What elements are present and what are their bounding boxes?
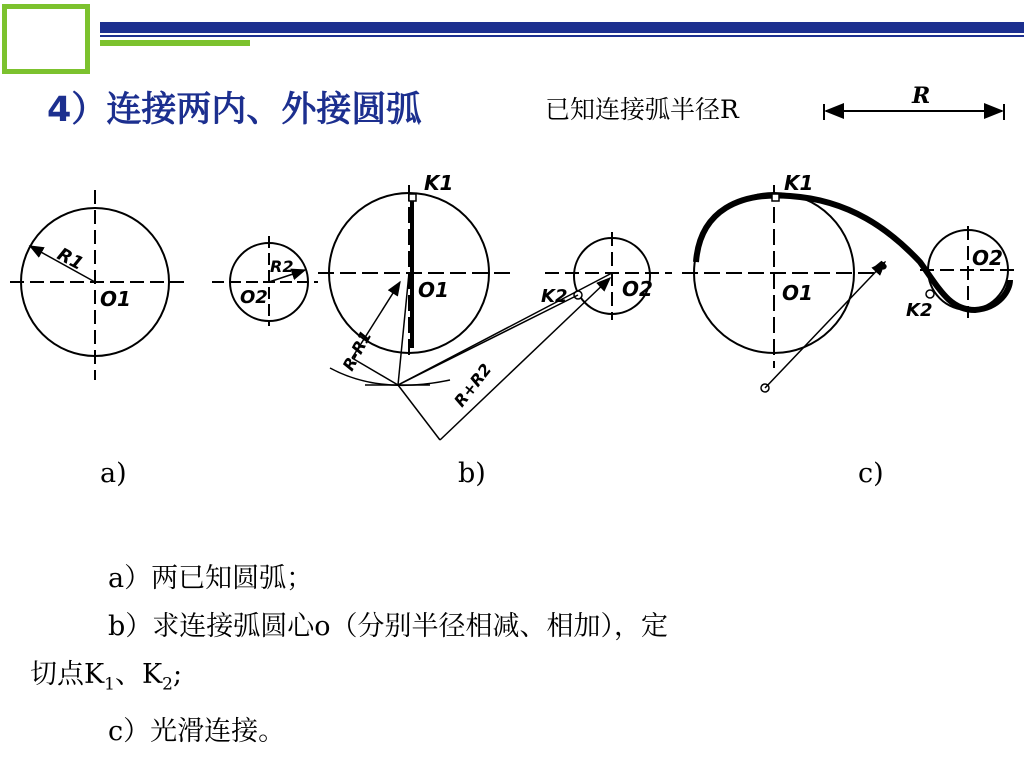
label-o2-b: O2	[622, 277, 653, 301]
step-b: b）求连接弧圆心o（分别半径相减、相加），定	[108, 611, 669, 642]
caption-a: a)	[100, 458, 127, 489]
r-dimension-label: R	[912, 83, 931, 109]
label-k2-c: K2	[906, 300, 933, 321]
tangent-point-text: 切点K	[30, 659, 105, 690]
label-r1: R1	[53, 243, 87, 275]
tangent-point-k2: 、K	[115, 659, 163, 690]
label-k1-b: K1	[424, 171, 454, 195]
label-o2-a: O2	[240, 287, 268, 308]
step-c: c）光滑连接。	[108, 716, 286, 748]
r-dimension-line	[824, 104, 1004, 120]
label-k2-b: K2	[541, 286, 568, 307]
step-b-continued	[30, 651, 960, 708]
given-radius-text: 已知连接弧半径R	[545, 95, 739, 124]
figure-a	[10, 190, 318, 380]
label-o2-c: O2	[972, 246, 1003, 270]
label-o1-c: O1	[782, 281, 813, 305]
semicolon: ;	[173, 659, 183, 690]
label-o1-a: O1	[100, 287, 131, 311]
step-list	[30, 555, 960, 756]
subscript-2: 2	[162, 674, 173, 695]
label-o1-b: O1	[418, 278, 449, 302]
label-r-plus-r2: R+R2	[450, 360, 496, 411]
caption-b: b)	[458, 458, 486, 489]
label-r-c: R	[869, 256, 892, 279]
caption-c: c)	[858, 458, 884, 489]
figure-c	[682, 185, 1020, 392]
slide-title: 4）连接两内、外接圆弧	[47, 90, 422, 130]
figure-b	[318, 185, 672, 440]
label-k1-c: K1	[784, 171, 814, 195]
label-r2: R2	[270, 257, 294, 276]
step-a: a）两已知圆弧；	[108, 563, 314, 594]
label-r-minus-r1: R-R1	[338, 327, 376, 374]
subscript-1: 1	[104, 674, 115, 695]
